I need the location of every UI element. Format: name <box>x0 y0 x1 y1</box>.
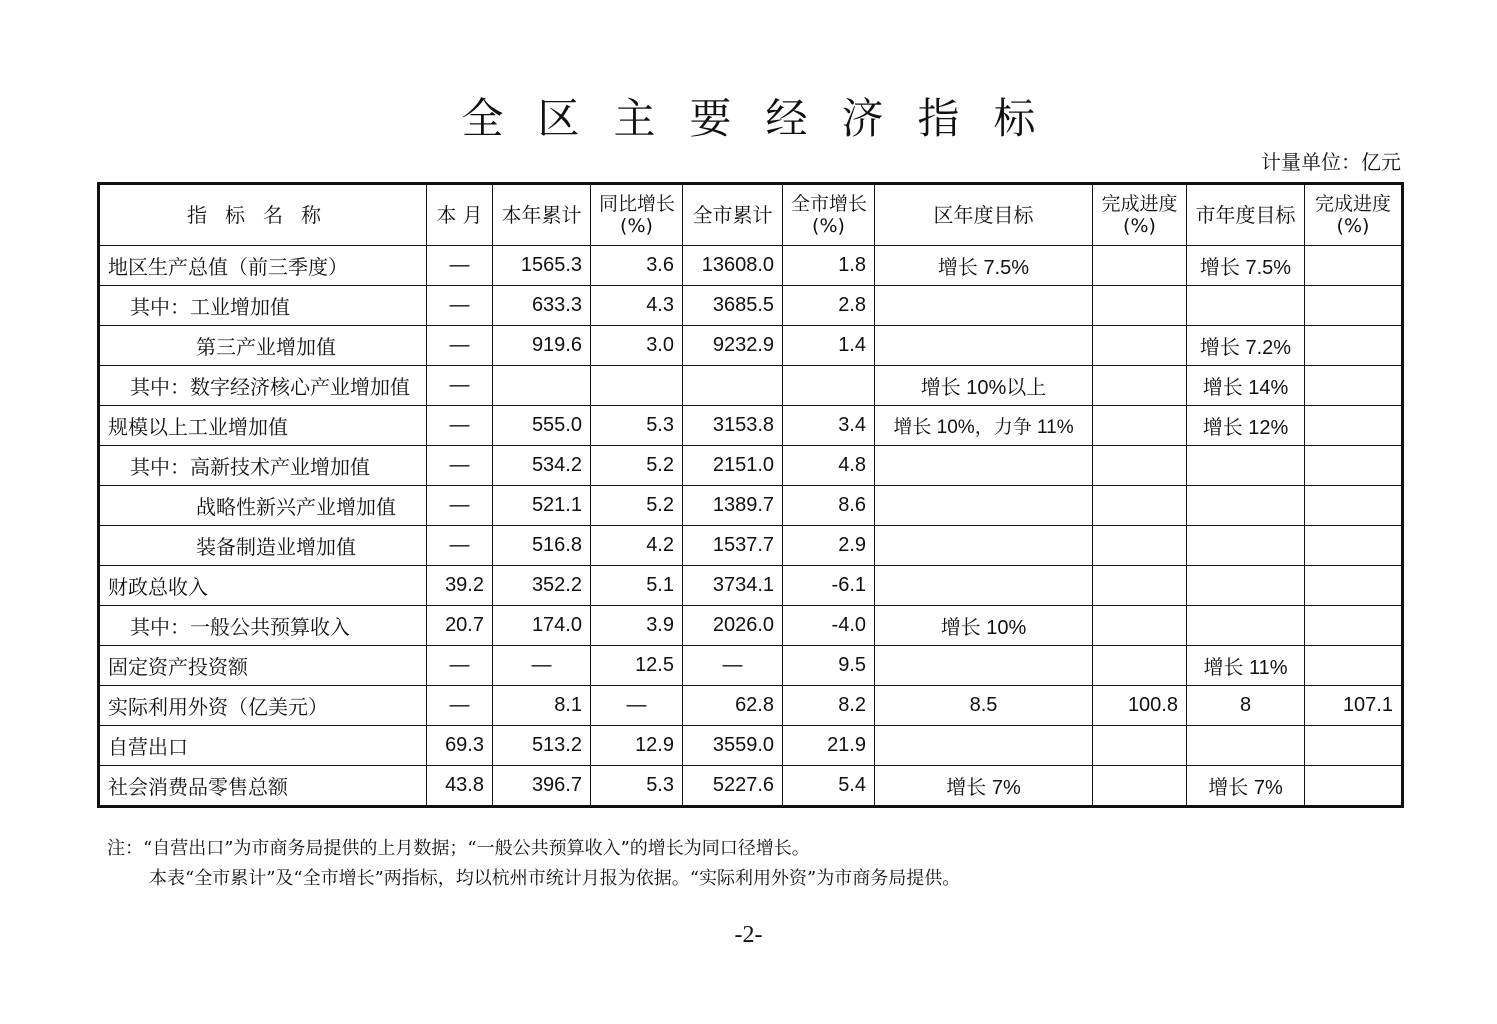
row-progress1 <box>1093 406 1187 446</box>
row-city-growth <box>783 366 875 406</box>
row-city-ytd: 9232.9 <box>683 326 783 366</box>
row-city-target <box>1187 486 1305 526</box>
row-progress2 <box>1305 366 1403 406</box>
header-ytd: 本年累计 <box>493 184 591 246</box>
header-city-growth-line1: 全市增长 <box>791 193 868 215</box>
row-city-growth: 4.8 <box>783 446 875 486</box>
row-city-growth: 3.4 <box>783 406 875 446</box>
row-progress1 <box>1093 566 1187 606</box>
row-city-growth: -6.1 <box>783 566 875 606</box>
row-name: 装备制造业增加值 <box>99 526 427 566</box>
row-city-target <box>1187 286 1305 326</box>
row-name: 规模以上工业增加值 <box>99 406 427 446</box>
row-city-target <box>1187 526 1305 566</box>
row-progress2 <box>1305 606 1403 646</box>
row-district-target <box>875 326 1093 366</box>
row-month: — <box>427 246 493 286</box>
row-month: — <box>427 286 493 326</box>
row-city-target: 增长 14% <box>1187 366 1305 406</box>
row-city-growth: 2.9 <box>783 526 875 566</box>
header-name: 指标名称 <box>99 184 427 246</box>
row-name: 其中：高新技术产业增加值 <box>99 446 427 486</box>
row-month: — <box>427 486 493 526</box>
row-yoy: 12.5 <box>591 646 683 686</box>
note-line-1: 注：“自营出口”为市商务局提供的上月数据；“一般公共预算收入”的增长为同口径增长。 <box>107 838 810 859</box>
row-city-target: 增长 7% <box>1187 766 1305 807</box>
row-ytd: 352.2 <box>493 566 591 606</box>
header-yoy-line2: (%) <box>620 215 653 237</box>
row-ytd: 8.1 <box>493 686 591 726</box>
row-month: — <box>427 646 493 686</box>
row-month: — <box>427 446 493 486</box>
row-progress1 <box>1093 646 1187 686</box>
row-district-target <box>875 646 1093 686</box>
row-progress2 <box>1305 566 1403 606</box>
row-city-growth: 21.9 <box>783 726 875 766</box>
row-yoy: 3.6 <box>591 246 683 286</box>
row-name: 第三产业增加值 <box>99 326 427 366</box>
row-city-target <box>1187 606 1305 646</box>
row-ytd: 521.1 <box>493 486 591 526</box>
row-district-target <box>875 526 1093 566</box>
table-row <box>99 686 1403 726</box>
row-progress1 <box>1093 526 1187 566</box>
row-name: 社会消费品零售总额 <box>99 766 427 807</box>
table-row <box>99 726 1403 766</box>
row-city-ytd: — <box>683 646 783 686</box>
row-city-ytd: 2026.0 <box>683 606 783 646</box>
row-progress1 <box>1093 486 1187 526</box>
row-city-growth: 8.2 <box>783 686 875 726</box>
row-ytd: 1565.3 <box>493 246 591 286</box>
row-city-ytd: 2151.0 <box>683 446 783 486</box>
row-yoy <box>591 366 683 406</box>
row-month: — <box>427 686 493 726</box>
row-yoy: 5.2 <box>591 446 683 486</box>
header-progress1 <box>1093 184 1187 246</box>
note-line-2: 本表“全市累计”及“全市增长”两指标，均以杭州市统计月报为依据。“实际利用外资”为市商务局提供。 <box>149 868 961 889</box>
row-ytd: — <box>493 646 591 686</box>
table-row <box>99 446 1403 486</box>
row-month: 20.7 <box>427 606 493 646</box>
row-ytd: 513.2 <box>493 726 591 766</box>
header-yoy-line1: 同比增长 <box>599 193 676 215</box>
row-progress1 <box>1093 446 1187 486</box>
row-progress2 <box>1305 646 1403 686</box>
row-city-target: 增长 7.2% <box>1187 326 1305 366</box>
indicator-table <box>97 182 1404 808</box>
row-city-ytd: 13608.0 <box>683 246 783 286</box>
row-city-ytd: 1537.7 <box>683 526 783 566</box>
row-yoy: 5.3 <box>591 766 683 807</box>
header-city-ytd: 全市累计 <box>683 184 783 246</box>
header-progress1-line1: 完成进度 <box>1101 193 1178 215</box>
row-progress2: 107.1 <box>1305 686 1403 726</box>
row-district-target <box>875 566 1093 606</box>
row-progress1 <box>1093 326 1187 366</box>
header-city-target: 市年度目标 <box>1187 184 1305 246</box>
row-district-target <box>875 726 1093 766</box>
page-number: -2- <box>734 922 763 948</box>
row-name: 战略性新兴产业增加值 <box>99 486 427 526</box>
header-progress2-line2: (%) <box>1336 215 1370 237</box>
row-city-growth: 9.5 <box>783 646 875 686</box>
row-ytd: 633.3 <box>493 286 591 326</box>
row-progress1 <box>1093 366 1187 406</box>
row-progress2 <box>1305 406 1403 446</box>
page-title: 全区主要经济指标 <box>461 94 1070 143</box>
header-yoy <box>591 184 683 246</box>
row-district-target: 增长 10%，力争 11% <box>875 406 1093 446</box>
row-month: — <box>427 326 493 366</box>
table-row <box>99 766 1403 807</box>
row-city-growth: 1.4 <box>783 326 875 366</box>
row-month: — <box>427 406 493 446</box>
row-district-target: 增长 10% <box>875 606 1093 646</box>
row-city-ytd: 1389.7 <box>683 486 783 526</box>
header-progress2-line1: 完成进度 <box>1314 193 1391 215</box>
row-ytd: 534.2 <box>493 446 591 486</box>
header-month: 本 月 <box>427 184 493 246</box>
table-notes <box>107 834 960 894</box>
row-city-growth: 1.8 <box>783 246 875 286</box>
row-yoy: 3.9 <box>591 606 683 646</box>
header-progress2 <box>1305 184 1403 246</box>
row-ytd: 174.0 <box>493 606 591 646</box>
row-progress2 <box>1305 726 1403 766</box>
row-yoy: 3.0 <box>591 326 683 366</box>
header-city-growth <box>783 184 875 246</box>
row-city-growth: -4.0 <box>783 606 875 646</box>
row-progress2 <box>1305 246 1403 286</box>
row-name: 其中：数字经济核心产业增加值 <box>99 366 427 406</box>
row-progress2 <box>1305 446 1403 486</box>
row-progress1 <box>1093 606 1187 646</box>
row-ytd: 919.6 <box>493 326 591 366</box>
row-name: 财政总收入 <box>99 566 427 606</box>
row-district-target <box>875 486 1093 526</box>
row-district-target: 8.5 <box>875 686 1093 726</box>
row-city-target: 增长 7.5% <box>1187 246 1305 286</box>
row-district-target <box>875 446 1093 486</box>
table-row <box>99 566 1403 606</box>
row-progress1 <box>1093 246 1187 286</box>
row-ytd: 396.7 <box>493 766 591 807</box>
row-yoy: 4.3 <box>591 286 683 326</box>
row-month: 43.8 <box>427 766 493 807</box>
row-city-ytd: 62.8 <box>683 686 783 726</box>
row-name: 自营出口 <box>99 726 427 766</box>
row-ytd: 555.0 <box>493 406 591 446</box>
row-progress2 <box>1305 326 1403 366</box>
row-city-target: 8 <box>1187 686 1305 726</box>
row-city-growth: 8.6 <box>783 486 875 526</box>
row-city-ytd: 3559.0 <box>683 726 783 766</box>
row-district-target <box>875 286 1093 326</box>
row-month: 39.2 <box>427 566 493 606</box>
table-row <box>99 486 1403 526</box>
table-row <box>99 646 1403 686</box>
row-city-ytd: 3734.1 <box>683 566 783 606</box>
row-name: 其中：工业增加值 <box>99 286 427 326</box>
row-progress1 <box>1093 726 1187 766</box>
row-yoy: — <box>591 686 683 726</box>
row-progress2 <box>1305 286 1403 326</box>
row-yoy: 5.3 <box>591 406 683 446</box>
row-month: — <box>427 526 493 566</box>
table-row <box>99 246 1403 286</box>
row-city-target <box>1187 566 1305 606</box>
row-district-target: 增长 10%以上 <box>875 366 1093 406</box>
row-yoy: 5.1 <box>591 566 683 606</box>
row-ytd: 516.8 <box>493 526 591 566</box>
header-district-target: 区年度目标 <box>875 184 1093 246</box>
row-progress1 <box>1093 766 1187 807</box>
table-row <box>99 606 1403 646</box>
unit-label: 计量单位：亿元 <box>1261 150 1401 174</box>
row-progress1: 100.8 <box>1093 686 1187 726</box>
row-yoy: 4.2 <box>591 526 683 566</box>
row-city-target: 增长 11% <box>1187 646 1305 686</box>
row-month: 69.3 <box>427 726 493 766</box>
row-name: 固定资产投资额 <box>99 646 427 686</box>
row-progress2 <box>1305 526 1403 566</box>
row-city-target <box>1187 726 1305 766</box>
row-district-target: 增长 7.5% <box>875 246 1093 286</box>
row-district-target: 增长 7% <box>875 766 1093 807</box>
row-city-ytd: 3685.5 <box>683 286 783 326</box>
row-name: 其中：一般公共预算收入 <box>99 606 427 646</box>
header-progress1-line2: (%) <box>1123 215 1156 237</box>
row-city-ytd: 3153.8 <box>683 406 783 446</box>
table-row <box>99 366 1403 406</box>
row-progress1 <box>1093 286 1187 326</box>
table-row <box>99 406 1403 446</box>
row-name: 地区生产总值（前三季度） <box>99 246 427 286</box>
table-row <box>99 326 1403 366</box>
table-header-row <box>99 184 1403 246</box>
table-row <box>99 286 1403 326</box>
row-yoy: 12.9 <box>591 726 683 766</box>
row-city-ytd: 5227.6 <box>683 766 783 807</box>
row-month: — <box>427 366 493 406</box>
row-city-target <box>1187 446 1305 486</box>
row-name: 实际利用外资（亿美元） <box>99 686 427 726</box>
row-progress2 <box>1305 486 1403 526</box>
row-city-growth: 5.4 <box>783 766 875 807</box>
row-yoy: 5.2 <box>591 486 683 526</box>
row-city-target: 增长 12% <box>1187 406 1305 446</box>
table-row <box>99 526 1403 566</box>
header-city-growth-line2: (%) <box>812 215 845 237</box>
row-progress2 <box>1305 766 1403 807</box>
row-city-ytd <box>683 366 783 406</box>
row-city-growth: 2.8 <box>783 286 875 326</box>
row-ytd <box>493 366 591 406</box>
